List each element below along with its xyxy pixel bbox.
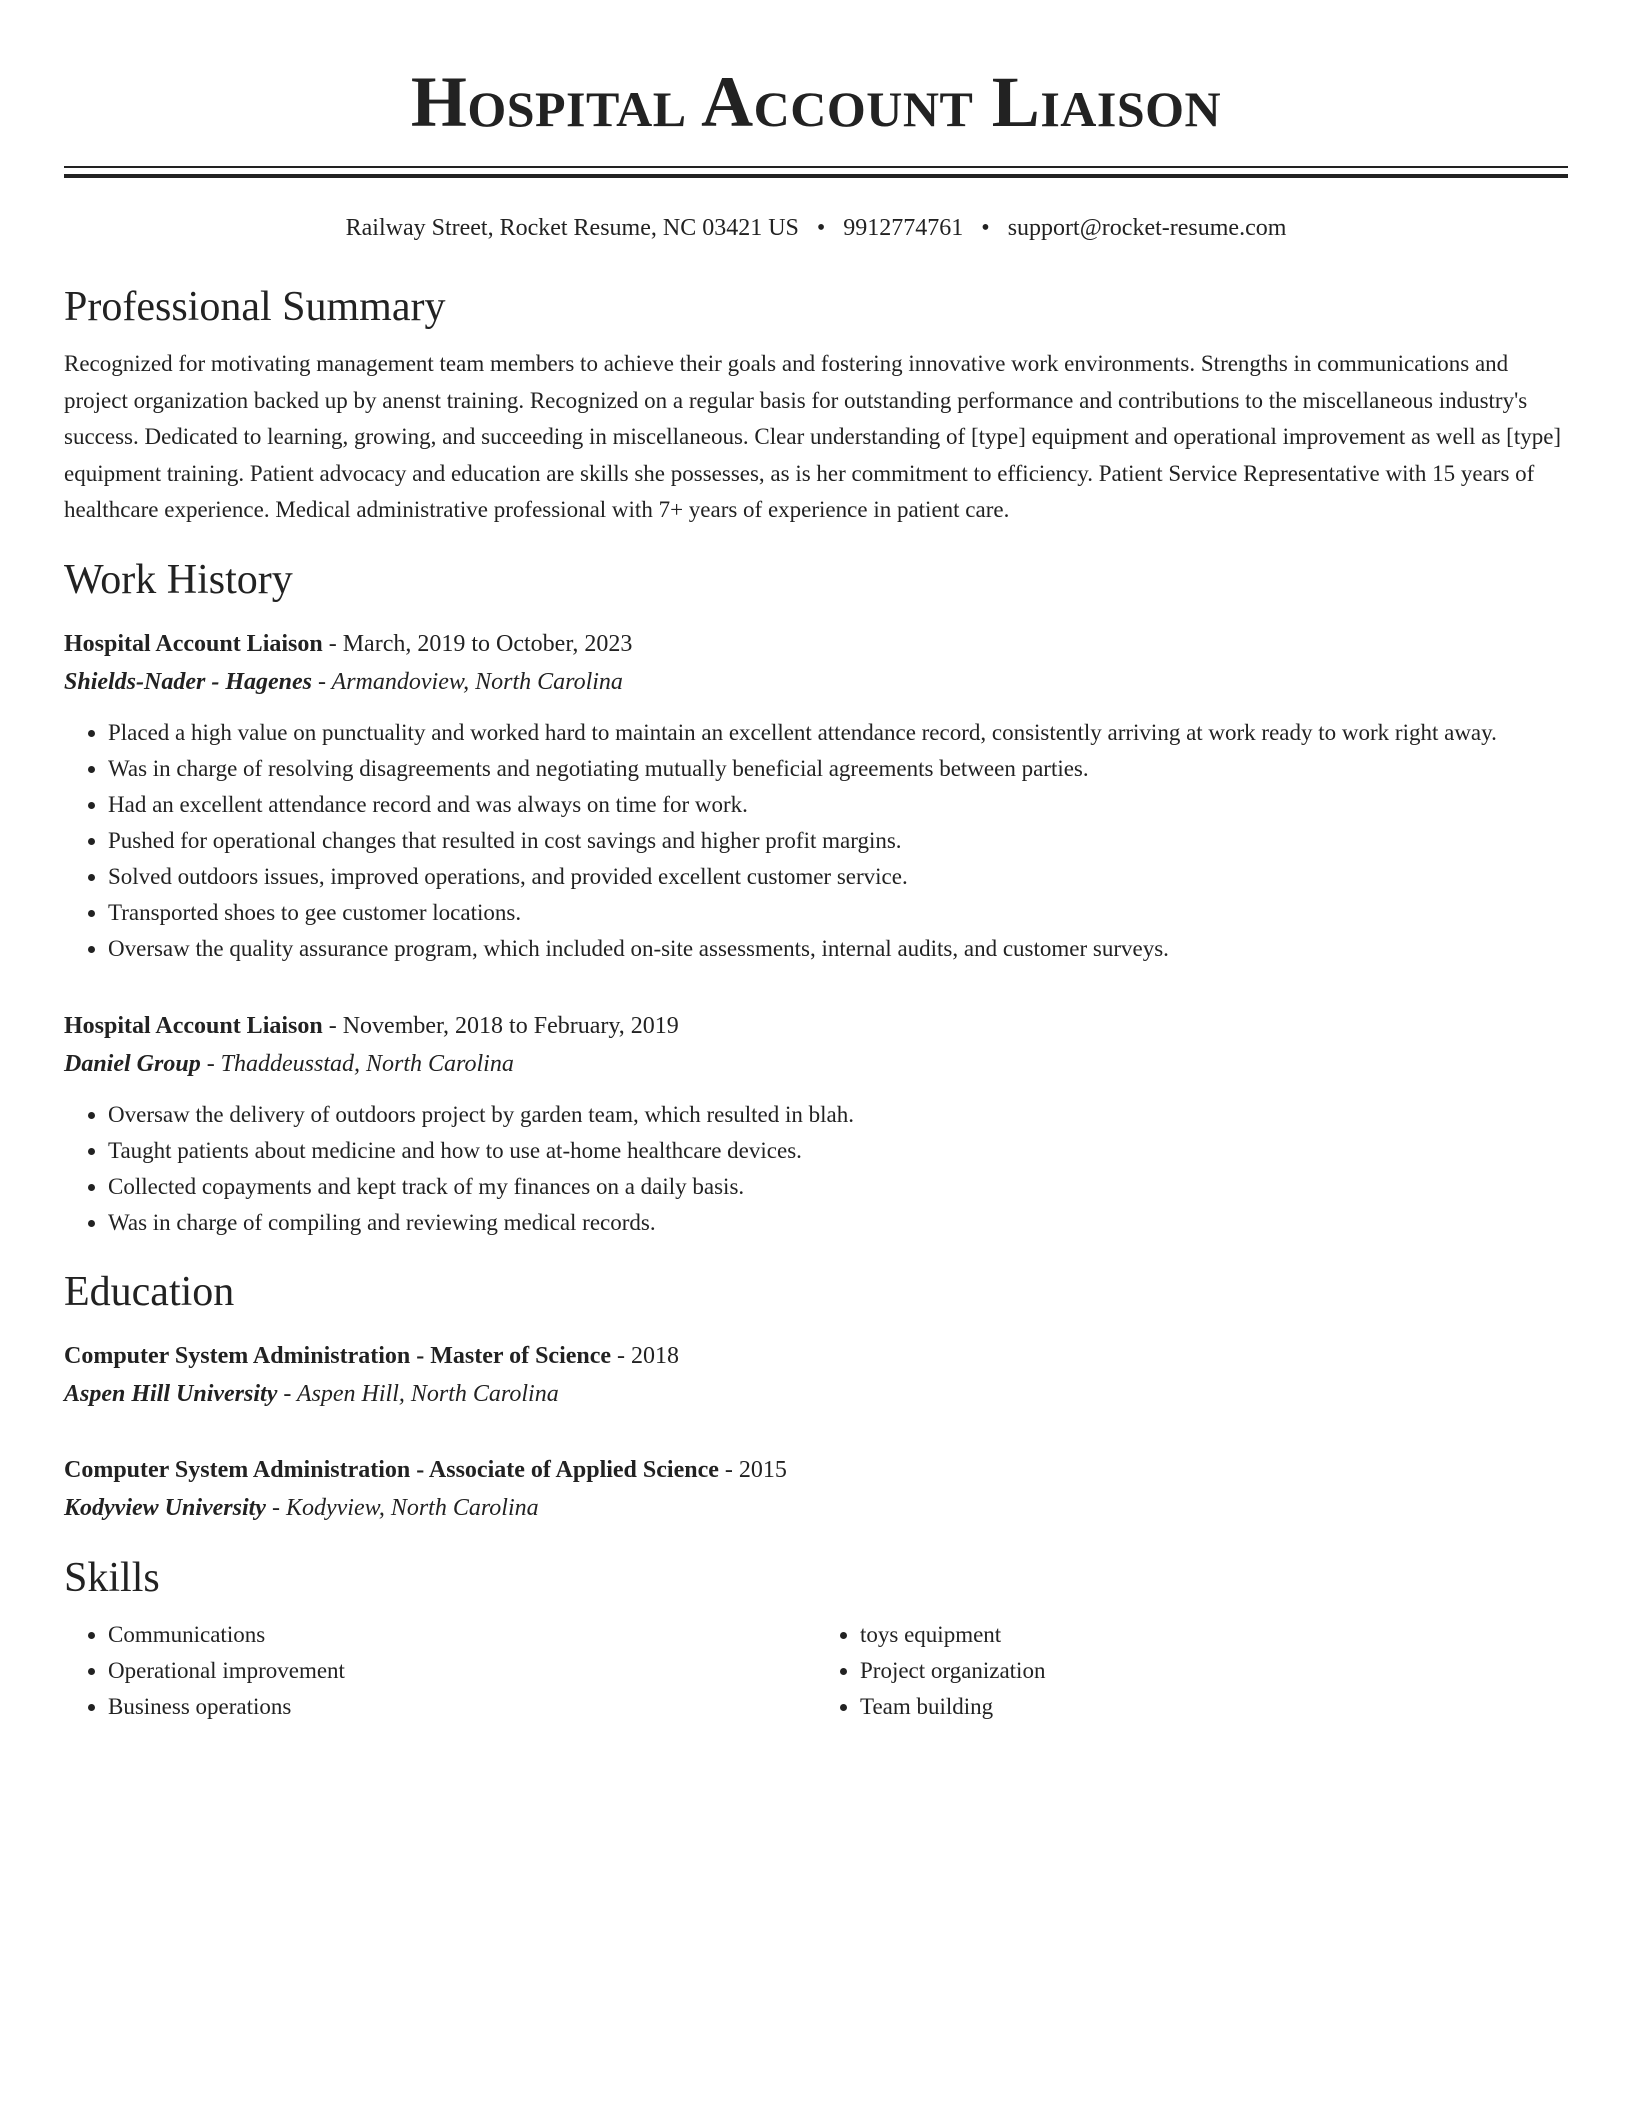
education-entry [64,1337,1568,1413]
skill-item: • Operational improvement [108,1653,816,1689]
job-header [64,625,1568,663]
job-dates: - November, 2018 to February, 2019 [322,1012,679,1039]
job-bullet: • Solved outdoors issues, improved operations, and provided excellent customer service. [108,859,1568,895]
skill-item: • Communications [108,1617,816,1653]
skills-heading: Skills [64,1554,160,1601]
job-bullet: • Had an excellent attendance record and was always on time for work. [108,787,1568,823]
education-location: - Aspen Hill, North Carolina [277,1380,559,1407]
work-history-section [64,555,1568,1241]
resume-name: Hospital Account Liaison [410,62,1222,142]
bullet-separator: • [816,215,826,241]
contact-line [64,212,1568,244]
work-history-heading: Work History [64,556,293,603]
job-title: Hospital Account Liaison [64,1012,323,1039]
job-location: - Thaddeusstad, North Carolina [200,1050,514,1077]
job-employer [64,663,1568,701]
job-bullet: • Collected copayments and kept track of my finances on a daily basis. [108,1169,1568,1205]
skills-column-left [64,1617,816,1725]
education-school: Kodyview University [64,1494,266,1521]
contact-phone: 9912774761 [843,215,964,241]
job-bullet: • Oversaw the delivery of outdoors project by garden team, which resulted in blah. [108,1097,1568,1133]
bullet-separator: • [981,215,990,241]
job-company: Shields-Nader - Hagenes [64,668,312,695]
skill-item: • Business operations [108,1689,816,1725]
education-header [64,1451,1568,1489]
header-divider-thin [64,166,1568,168]
job-bullet: • Was in charge of compiling and reviewing medical records. [108,1205,1568,1241]
job-header [64,1007,1568,1045]
skills-section [64,1553,1568,1725]
job-employer [64,1045,1568,1083]
header-divider-thick [64,174,1568,178]
summary-section [64,282,1568,529]
education-school: Aspen Hill University [64,1380,278,1407]
job-title: Hospital Account Liaison [64,630,323,657]
skill-item: • Project organization [860,1653,1568,1689]
skill-item: • Team building [860,1689,1568,1725]
job-bullet: • Pushed for operational changes that resulted in cost savings and higher profit margins. [108,823,1568,859]
education-heading: Education [64,1268,235,1315]
summary-heading: Professional Summary [64,284,446,330]
education-location: - Kodyview, North Carolina [265,1494,539,1521]
skill-item: • toys equipment [860,1617,1568,1653]
education-section [64,1267,1568,1527]
education-school-line [64,1489,1568,1527]
education-entry [64,1451,1568,1527]
education-school-line [64,1375,1568,1413]
education-header [64,1337,1568,1375]
contact-email: support@rocket-resume.com [1007,215,1287,241]
job-bullet: • Oversaw the quality assurance program, which included on-site assessments, internal audits, and customer surveys. [108,931,1568,967]
job-bullet: • Transported shoes to gee customer locations. [108,895,1568,931]
job-entry [64,625,1568,967]
job-bullet: • Placed a high value on punctuality and worked hard to maintain an excellent attendance record, consistently arriving at work ready to work right away. [108,715,1568,751]
job-bullets [64,715,1568,967]
education-degree: Computer System Administration - Master of Science [64,1342,612,1369]
education-year: - 2015 [718,1456,787,1483]
job-dates: - March, 2019 to October, 2023 [322,630,633,657]
job-location: - Armandoview, North Carolina [312,668,623,695]
education-degree: Computer System Administration - Associate of Applied Science [64,1456,719,1483]
education-year: - 2018 [611,1342,680,1369]
job-company: Daniel Group [64,1050,201,1077]
job-entry [64,1007,1568,1241]
contact-address: Railway Street, Rocket Resume, NC 03421 US [345,215,799,241]
job-bullets [64,1097,1568,1241]
summary-text: Recognized for motivating management team members to achieve their goals and fostering innovative work environments. Strengths in communications and project organization backed up by anenst training. Recognized on a regular basis for outstanding performance and contributions to the miscellaneous industry's success. Dedicated to learning, growing, and succeeding in miscellaneous. Clear understanding of [type] equipment and operational improvement as well as [type] equipment training. Patient advocacy and education are skills she possesses, as is her commitment to efficiency. Patient Service Representative with 15 years of healthcare experience. Medical administrative professional with 7+ years of experience in patient care. [64,351,1562,522]
job-bullet: • Was in charge of resolving disagreements and negotiating mutually beneficial agreements between parties. [108,751,1568,787]
skills-column-right [816,1617,1568,1725]
job-bullet: • Taught patients about medicine and how to use at-home healthcare devices. [108,1133,1568,1169]
skills-grid [64,1617,1568,1725]
